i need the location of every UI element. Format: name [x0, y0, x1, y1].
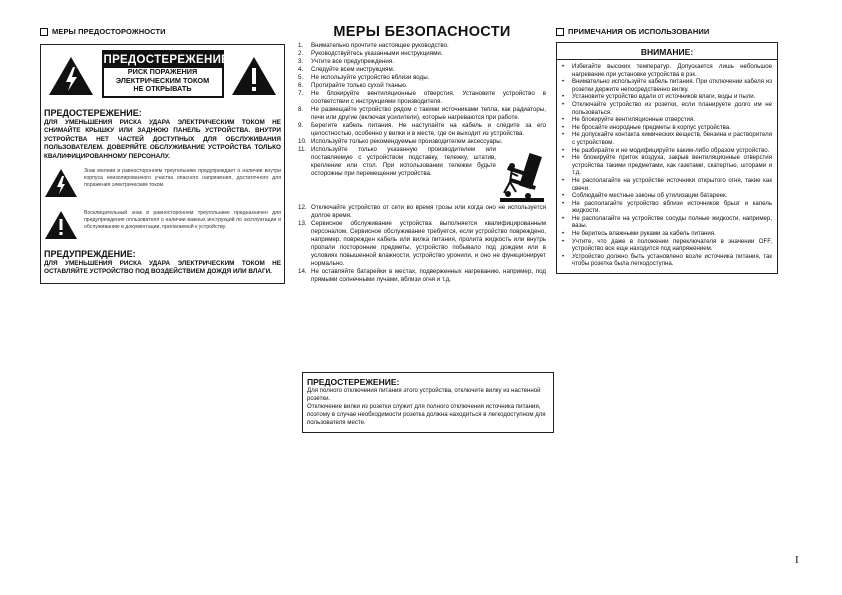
lightning-triangle-icon	[44, 168, 78, 198]
bullet-icon: •	[562, 131, 565, 139]
usage-notes-title-text: ПРИМЕЧАНИЯ ОБ ИСПОЛЬЗОВАНИИ	[568, 27, 710, 36]
usage-note-item	[562, 124, 772, 132]
warning-label-line: ЭЛЕКТРИЧЕСКИМ ТОКОМ	[115, 75, 210, 85]
safety-item-text: Протирайте только сухой тканью.	[311, 82, 408, 89]
safety-item-number: 1.	[298, 42, 304, 49]
safety-item-text: Сервисное обслуживание устройства выполняется квалифицированным персоналом. Сервисное обслуживание требуется, если устройство повреждено, например, поврежден кабель или вилка питания, пролита жидкость или внутрь пропали посторонние предметы, устройство побывало под дождем или в условиях повышенной влажности, устройство уронили, и оно не функционирует нормально.	[311, 220, 546, 267]
usage-note-text: Не бросайте инородные предметы в корпус устройства.	[572, 123, 731, 131]
cart-warning-icon	[498, 146, 546, 204]
usage-notes-list	[562, 63, 772, 268]
usage-note-text: Не беритесь влажными руками за кабель питания.	[572, 230, 716, 238]
warning-label-line: НЕ ОТКРЫВАТЬ	[133, 84, 192, 93]
bullet-icon: •	[562, 116, 565, 124]
safety-list-item	[298, 66, 546, 74]
bullet-icon: •	[562, 199, 565, 207]
usage-note-text: Не располагайте на устройстве сосуды полные жидкости, например, вазы.	[572, 214, 772, 230]
safety-item-text: Не оставляйте батарейки в местах, подверженных нагреванию, например, под прямыми солнечными лучами, вблизи огня и т.д.	[311, 268, 546, 283]
lightning-explanation	[44, 168, 281, 198]
usage-note-text: Соблюдайте местные законы об утилизации батареек.	[572, 192, 728, 200]
warning-label-line: РИСК ПОРАЖЕНИЯ	[127, 67, 198, 76]
exclamation-explanation-text: Восклицательный знак в равностороннем треугольнике предназначен для предупреждения пользователя о наличии важных инструкций по эксплуатации и обслуживанию в документации, прилагаемой к устройству.	[84, 210, 281, 231]
usage-note-text: Не блокируйте приток воздуха, закрыв вентиляционные отверстия устройства такими предметами, как газетами, скатертью, шторами и т.д.	[572, 154, 772, 177]
safety-list-item	[298, 42, 546, 50]
warning-label	[102, 50, 230, 98]
usage-note-item	[562, 78, 772, 93]
safety-item-number: 7.	[298, 90, 304, 97]
safety-list-item	[298, 268, 546, 284]
safety-item-text: Учтите все предупреждения.	[311, 58, 394, 65]
caution-heading: ПРЕДОСТЕРЕЖЕНИЕ:	[44, 108, 142, 118]
safety-item-text: Используйте только указанную производителем или поставляемую с устройством подставку, тележку, штатив, крепление или стол. При использовании тележки будьте осторожны при перемещении устройства.	[311, 146, 496, 177]
safety-item-number: 5.	[298, 74, 304, 81]
bullet-icon: •	[562, 237, 565, 245]
bullet-icon: •	[562, 192, 565, 200]
usage-note-item	[562, 253, 772, 268]
safety-item-number: 13.	[298, 220, 307, 227]
usage-notes-column	[556, 27, 778, 274]
warning-text: ДЛЯ УМЕНЬШЕНИЯ РИСКА УДАРА ЭЛЕКТРИЧЕСКИМ ТОКОМ НЕ ОСТАВЛЯЙТЕ УСТРОЙСТВО ПОД ВОЗДЕЙСТВИЕМ ДОЖДЯ ИЛИ ВЛАГИ.	[44, 260, 281, 276]
safety-list	[298, 42, 546, 284]
lightning-triangle-icon	[48, 56, 94, 96]
usage-note-item	[562, 131, 772, 146]
warning-heading: ПРЕДУПРЕЖДЕНИЕ:	[44, 249, 136, 260]
precautions-column	[40, 27, 285, 284]
bullet-icon: •	[562, 146, 565, 154]
safety-title: МЕРЫ БЕЗОПАСНОСТИ	[333, 24, 511, 40]
usage-notes-box	[556, 42, 778, 274]
exclamation-triangle-icon	[44, 210, 78, 240]
usage-note-text: Учтите, что даже в положении переключателя в значении OFF, устройство все еще находится под напряжением.	[572, 237, 772, 253]
safety-item-number: 4.	[298, 66, 304, 73]
caution-text: ДЛЯ УМЕНЬШЕНИЯ РИСКА УДАРА ЭЛЕКТРИЧЕСКИМ ТОКОМ НЕ СНИМАЙТЕ КРЫШКУ ИЛИ ЗАДНЮЮ ПАНЕЛЬ УСТРОЙСТВА. ВНУТРИ УСТРОЙСТВА НЕТ ЧАСТЕЙ ДОСТУПНЫХ ДЛЯ ОБСЛУЖИВАНИЯ ПОЛЬЗОВАТЕЛЕМ. ДОВЕРЯЙТЕ ОБСЛУЖИВАНИЕ УСТРОЙСТВА ТОЛЬКО КВАЛИФИЦИРОВАННОМУ ПЕРСОНАЛУ.	[44, 119, 281, 160]
usage-note-text: Не располагайте устройство вблизи источников брызг и капель жидкости.	[572, 199, 772, 215]
safety-item-text: Следуйте всем инструкциям.	[311, 66, 395, 73]
bullet-icon: •	[562, 123, 565, 131]
safety-item-text: Не используйте устройство вблизи воды.	[311, 74, 430, 81]
safety-list-item	[298, 146, 546, 204]
safety-list-item	[298, 90, 546, 106]
safety-item-text: Используйте только рекомендуемые производителем аксессуары.	[311, 138, 503, 145]
usage-note-item	[562, 230, 772, 238]
usage-note-item	[562, 154, 772, 177]
safety-item-number: 11.	[298, 146, 307, 153]
bullet-icon: •	[562, 154, 565, 162]
usage-note-item	[562, 200, 772, 215]
bullet-icon: •	[562, 63, 565, 70]
safety-list-item	[298, 138, 546, 146]
safety-item-text: Берегите кабель питания. Не наступайте на кабель и следите за его целостностью, особенно у вилки и в месте, где он выходит из устройства.	[311, 122, 546, 137]
safety-item-number: 2.	[298, 50, 304, 57]
usage-note-item	[562, 93, 772, 101]
usage-note-text: Не располагайте на устройстве источники открытого огня, такие как свечи.	[572, 176, 772, 192]
disconnect-caution-p1: Для полного отключения питания этого устройства, отключите вилку из настенной розетки.	[307, 387, 541, 402]
usage-note-text: Внимательно используйте кабель питания. При отключении кабеля из розетки держите непосредственно вилку.	[572, 78, 772, 93]
disconnect-caution-box	[302, 372, 554, 433]
safety-item-number: 14.	[298, 268, 307, 275]
exclamation-triangle-icon	[231, 56, 277, 96]
safety-list-item	[298, 220, 546, 268]
usage-notes-section-title	[556, 27, 778, 36]
lightning-explanation-text: Знак молнии в равностороннем треугольнике предупреждает о наличии внутри корпуса неизолированного участка опасного напряжения, достаточного для поражения электрическим током.	[84, 168, 281, 189]
safety-item-text: Не блокируйте вентиляционные отверстия. Установите устройство в соответствии с инструкциями производителя.	[311, 90, 546, 105]
page-number: I	[795, 554, 799, 566]
bullet-icon: •	[562, 100, 565, 108]
bullet-icon: •	[562, 230, 565, 238]
bullet-icon: •	[562, 93, 565, 101]
precautions-section-title	[40, 27, 285, 36]
usage-note-item	[562, 177, 772, 192]
safety-item-text: Внимательно прочтите настоящее руководство.	[311, 42, 449, 49]
safety-column	[298, 24, 546, 284]
usage-note-text: Не разбирайте и не модифицируйте каким-либо образом устройство.	[572, 146, 770, 154]
safety-item-number: 8.	[298, 106, 304, 113]
checkbox-square-icon	[556, 28, 564, 36]
usage-note-text: Устройство должно быть установлено возле источника питания, так чтобы розетка была легкодоступна.	[572, 252, 772, 268]
usage-note-text: Установите устройство вдали от источников влаги, воды и пыли.	[572, 93, 756, 101]
safety-item-number: 12.	[298, 204, 307, 211]
safety-item-text: Руководствуйтесь указанными инструкциями.	[311, 50, 443, 57]
safety-item-number: 9.	[298, 122, 304, 129]
disconnect-caution-heading: ПРЕДОСТЕРЕЖЕНИЕ:	[307, 377, 400, 387]
safety-item-number: 6.	[298, 82, 304, 89]
usage-note-item	[562, 147, 772, 155]
usage-note-text: Избегайте высоких температур. Допускается лишь небольшое нагревание при установке устройства в рэк.	[572, 63, 772, 78]
divider	[557, 59, 777, 60]
bullet-icon: •	[562, 252, 565, 260]
exclamation-explanation	[44, 210, 281, 240]
usage-notes-box-title: ВНИМАНИЕ:	[640, 47, 694, 57]
usage-note-item	[562, 192, 772, 200]
disconnect-caution-p2: Отключение вилки из розетки служит для полного отключения источника питания, поэтому в случае необходимости розетка должна находиться в легкодоступном для пользователя месте.	[307, 403, 546, 426]
usage-note-item	[562, 116, 772, 124]
safety-list-item	[298, 74, 546, 82]
safety-list-item	[298, 50, 546, 58]
warning-label-header: ПРЕДОСТЕРЕЖЕНИЕ	[103, 54, 230, 66]
safety-item-number: 3.	[298, 58, 304, 65]
precautions-title-text: МЕРЫ ПРЕДОСТОРОЖНОСТИ	[52, 27, 166, 36]
usage-note-text: Не блокируйте вентиляционные отверстия.	[572, 116, 696, 124]
bullet-icon: •	[562, 214, 565, 222]
usage-note-text: Не допускайте контакта химических веществ, бензина и растворителя с устройством.	[572, 131, 772, 146]
safety-item-number: 10.	[298, 138, 307, 145]
safety-list-item	[298, 106, 546, 122]
bullet-icon: •	[562, 176, 565, 184]
safety-list-item	[298, 204, 546, 220]
safety-list-item	[298, 58, 546, 66]
usage-note-item	[562, 215, 772, 230]
checkbox-square-icon	[40, 28, 48, 36]
precautions-frame	[40, 44, 285, 284]
usage-note-item	[562, 238, 772, 253]
cart-warning-wrap	[311, 146, 546, 204]
usage-note-item	[562, 63, 772, 78]
usage-note-item	[562, 101, 772, 116]
safety-list-item	[298, 122, 546, 138]
usage-note-text: Отключайте устройство из розетки, если планируете долго им не пользоваться.	[572, 100, 772, 116]
safety-item-text: Отключайте устройство от сети во время грозы или когда оно не используется долгое время.	[311, 204, 546, 219]
safety-list-item	[298, 82, 546, 90]
safety-item-text: Не размещайте устройство рядом с такими источниками тепла, как радиаторы, печи или другие (включая усилители), которые нагреваются при работе.	[311, 106, 546, 121]
warning-label-row	[44, 50, 281, 102]
bullet-icon: •	[562, 78, 565, 86]
